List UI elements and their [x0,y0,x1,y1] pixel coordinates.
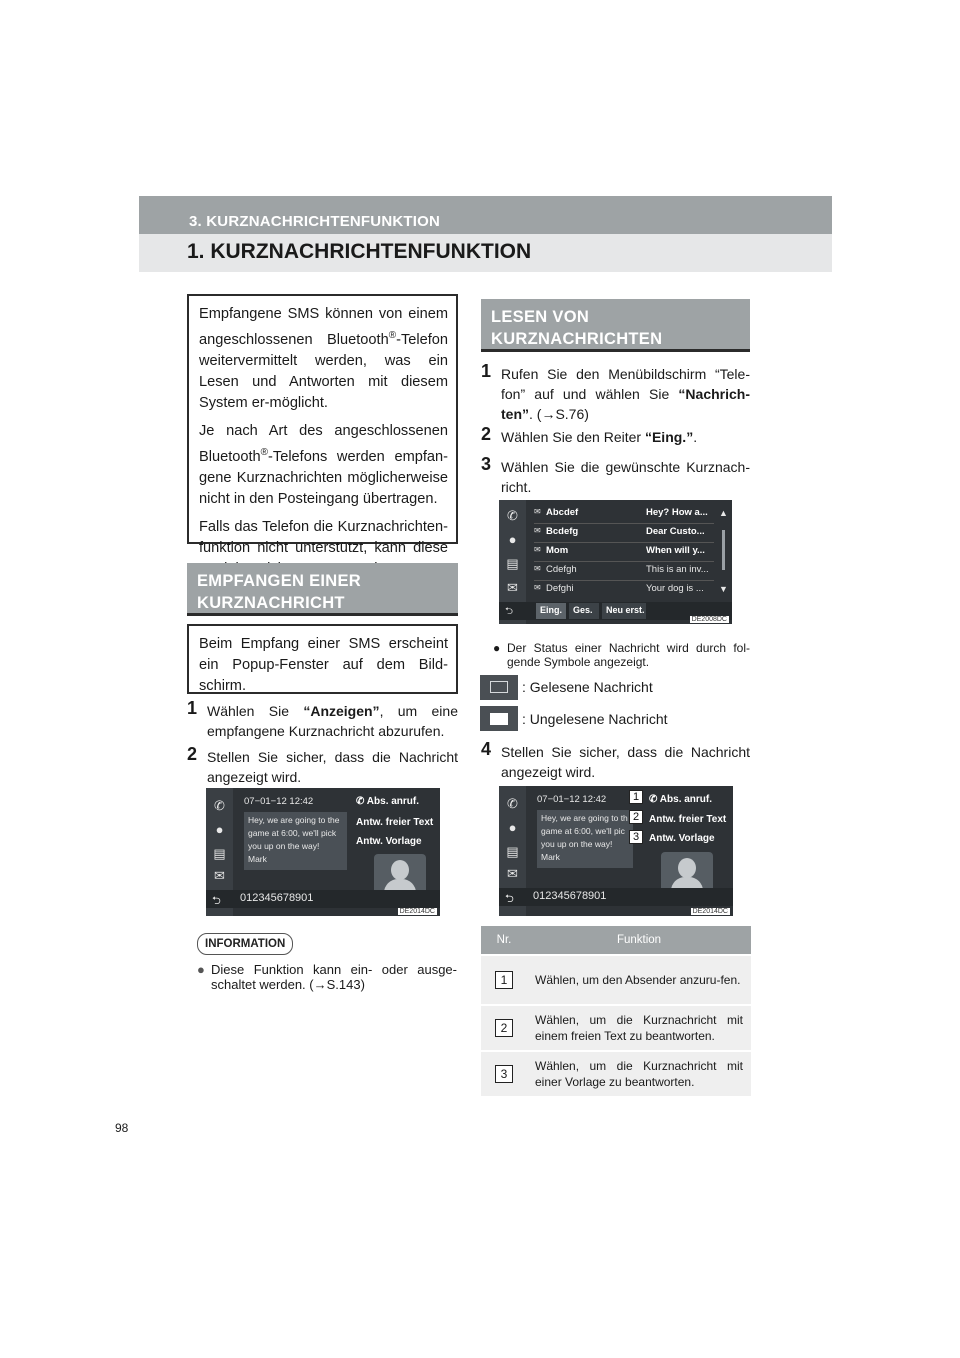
message-icon[interactable]: ✉ [507,580,518,595]
marker-2: 2 [629,810,643,824]
page-title: 1. KURZNACHRICHTENFUNKTION [187,240,532,263]
message-line: game at 6:00, we'll pick [248,828,337,838]
scroll-down-icon[interactable]: ▼ [719,584,728,594]
section-header [139,234,832,272]
message-line: Hey, we are going to th [541,813,628,823]
tab-inbox[interactable]: Eing. [536,603,566,619]
read-step-4: 4 Stellen Sie sicher, dass die Nachricht angezeigt wird. [481,739,750,780]
figure-code: DE2008DC [691,616,727,623]
bullet-dot-icon: ● [197,962,205,977]
inbox-screen [499,500,732,624]
intro-paragraph-1: Empfangene SMS können von einem angeschlossenen Bluetooth®-Telefon weitervermittelt werden, was ein Lesen und Antworten mit diesem System er-möglicht. [199,306,448,411]
intro-paragraph-2: Je nach Art des angeschlossenen Bluetooth®-Telefons werden empfan-gene Kurznachrichten möglicherweise nicht in den Posteingang übertragen. [199,422,448,507]
history-icon[interactable]: ▤ [213,846,226,861]
contacts-icon[interactable]: ● [508,532,517,547]
receive-step-1: 1 Wählen Sie “Anzeigen”, um eine empfangene Kurznachricht abzurufen. [187,698,458,739]
unread-envelope-icon: ✉ [534,545,541,554]
back-icon[interactable]: ⮌ [505,606,514,617]
history-icon[interactable]: ▤ [506,556,519,571]
marker-1: 1 [629,790,643,804]
popup-screen-annotated [499,786,733,916]
message-list [534,504,714,600]
row-text: Wählen, um den Absender anzuru-fen. [527,955,751,1005]
popup-datetime: 07−01−12 12:42 [537,794,607,805]
template-button[interactable]: Antw. Vorlage [356,836,422,847]
row-text: Wählen, um die Kurznachricht mit einem freien Text zu beantworten. [527,1005,751,1051]
scrollbar[interactable] [722,530,725,570]
page-number: 98 [115,1121,129,1135]
unread-message-label: : Ungelesene Nachricht [522,711,668,727]
unread-envelope-icon: ✉ [534,526,541,535]
chapter-title: 3. KURZNACHRICHTENFUNKTION [189,213,441,230]
message-bubble [537,810,633,868]
row-number [481,1005,527,1051]
scroll-up-icon[interactable]: ▲ [719,508,728,518]
number-box: 2 [495,1019,513,1037]
column-header-nr: Nr. [481,926,527,955]
section-read-title: LESEN VON KURZNACHRICHTEN [481,299,750,352]
call-icon: ✆ [356,796,367,807]
read-message-label: : Gelesene Nachricht [522,679,653,695]
free-text-button[interactable]: Antw. freier Text [649,814,727,825]
phone-icon[interactable]: ✆ [507,796,518,811]
table-row [481,955,751,1005]
phone-icon[interactable]: ✆ [507,508,518,523]
section-receive-title: EMPFANGEN EINER KURZNACHRICHT [187,563,458,616]
message-line: Mark [248,854,267,864]
avatar-head-icon [391,860,409,880]
list-item[interactable]: ✉ Bcdefg Dear Custo... [534,523,714,543]
history-icon[interactable]: ▤ [506,844,519,859]
marker-3: 3 [629,830,643,844]
tab-sent[interactable]: Ges. [569,603,599,619]
function-table [481,926,751,1096]
message-line: you up on the way! [541,839,613,849]
figure-code: DE2014DC [399,908,435,915]
back-icon[interactable]: ⮌ [212,895,221,907]
figure-code: DE2014DC [692,908,728,915]
read-step-2: 2 Wählen Sie den Reiter “Eing.”. [481,424,698,445]
list-item[interactable]: ✉ Abcdef Hey? How a... [534,504,714,524]
table-row [481,1051,751,1096]
read-message-icon [480,675,518,700]
number-box: 1 [495,971,513,989]
popup-screen [206,788,440,916]
call-sender-button[interactable]: ✆ Abs. anruf. [356,796,420,807]
phone-number: 012345678901 [533,890,607,902]
bullet-dot-icon: ● [493,641,501,655]
read-envelope-icon: ✉ [534,583,541,592]
call-icon: ✆ [649,794,660,805]
list-item[interactable]: ✉ Cdefgh This is an inv... [534,561,714,581]
bottom-bar [206,890,440,908]
phone-icon[interactable]: ✆ [214,798,225,813]
message-line: game at 6:00, we'll pic [541,826,625,836]
read-step-3: 3 Wählen Sie die gewünschte Kurznach-richt. [481,454,750,495]
call-sender-button[interactable]: ✆ Abs. anruf. [649,794,713,805]
tab-new[interactable]: Neu erst. [602,603,646,619]
back-icon[interactable]: ⮌ [505,893,514,905]
information-label: INFORMATION [197,933,293,955]
row-number [481,1051,527,1096]
template-button[interactable]: Antw. Vorlage [649,833,715,844]
message-icon[interactable]: ✉ [214,868,225,883]
message-bubble [244,812,347,870]
message-line: you up on the way! [248,841,320,851]
read-envelope-icon: ✉ [534,564,541,573]
row-number [481,955,527,1005]
column-header-function: Funktion [527,926,751,955]
number-box: 3 [495,1065,513,1083]
popup-datetime: 07−01−12 12:42 [244,796,314,807]
message-icon[interactable]: ✉ [507,866,518,881]
receive-step-2: 2 Stellen Sie sicher, dass die Nachricht angezeigt wird. [187,744,458,785]
bottom-bar [499,888,733,906]
message-line: Hey, we are going to the [248,815,340,825]
row-text: Wählen, um die Kurznachricht mit einer Vorlage zu beantworten. [527,1051,751,1096]
contacts-icon[interactable]: ● [508,820,517,835]
free-text-button[interactable]: Antw. freier Text [356,817,434,828]
read-step-1: 1 Rufen Sie den Menübildschirm “Tele-fon” auf und wählen Sie “Nachrich-ten”. (→S.76) [481,361,750,422]
phone-number: 012345678901 [240,892,314,904]
chapter-header [139,196,832,234]
contacts-icon[interactable]: ● [215,822,224,837]
intro-box [187,294,458,556]
table-header-row [481,926,751,955]
table-row [481,1005,751,1051]
message-line: Mark [541,852,560,862]
unread-message-icon [480,706,518,731]
receive-description: Beim Empfang einer SMS erscheint ein Popup-Fenster auf dem Bild-schirm. [187,624,458,694]
list-item[interactable]: ✉ Defghi Your dog is ... [534,583,704,594]
unread-envelope-icon: ✉ [534,507,541,516]
intro-paragraph-3: Falls das Telefon die Kurznachrichten-funktion nicht unterstützt, kann diese [199,518,448,556]
avatar-head-icon [678,858,696,878]
list-item[interactable]: ✉ Mom When will y... [534,542,714,562]
